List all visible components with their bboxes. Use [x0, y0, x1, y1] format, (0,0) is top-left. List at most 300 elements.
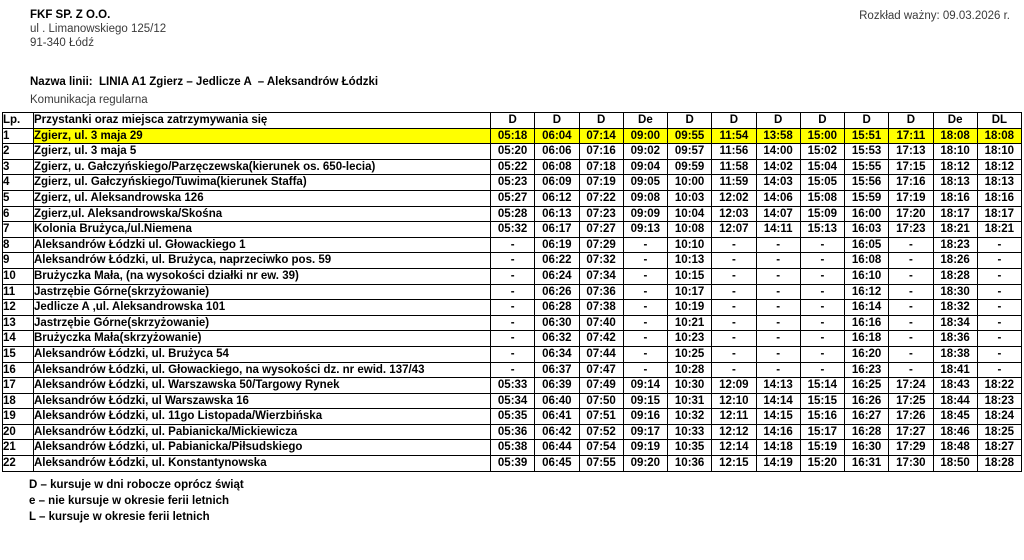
time-cell: 06:08 [535, 159, 579, 175]
time-cell: - [491, 237, 535, 253]
stop-name: Jedlicze A ,ul. Aleksandrowska 101 [34, 300, 491, 316]
time-cell: 15:53 [845, 144, 889, 160]
time-cell: 06:42 [535, 424, 579, 440]
column-header-d-1: D [491, 113, 535, 129]
time-cell: 06:40 [535, 393, 579, 409]
stop-name: Aleksandrów Łódzki, ul Warszawska 16 [34, 393, 491, 409]
time-cell: 18:24 [977, 409, 1021, 425]
column-header-de-11: De [933, 113, 977, 129]
time-cell: - [889, 315, 933, 331]
time-cell: 15:05 [800, 175, 844, 191]
time-cell: - [712, 284, 756, 300]
time-cell: 05:20 [491, 144, 535, 160]
time-cell: 16:14 [845, 300, 889, 316]
time-cell: 18:08 [977, 128, 1021, 144]
time-cell: - [491, 300, 535, 316]
column-header-d-5: D [668, 113, 712, 129]
stop-name: Brużyczka Mała, (na wysokości działki nr ew. 39) [34, 268, 491, 284]
time-cell: 06:22 [535, 253, 579, 269]
stop-name: Aleksandrów Łódzki, ul. Brużyca, naprzeciwko pos. 59 [34, 253, 491, 269]
line-name-title: Nazwa linii: LINIA A1 Zgierz – Jedlicze A – Aleksandrów Łódzki [30, 76, 379, 88]
time-cell: - [756, 331, 800, 347]
time-cell: 10:32 [668, 409, 712, 425]
time-cell: 16:05 [845, 237, 889, 253]
time-cell: 18:12 [977, 159, 1021, 175]
stop-row-11 [3, 284, 1022, 300]
time-cell: 15:09 [800, 206, 844, 222]
row-number: 13 [3, 315, 34, 331]
time-cell: 15:15 [800, 393, 844, 409]
stop-row-9 [3, 253, 1022, 269]
time-cell: 07:40 [579, 315, 623, 331]
time-cell: 18:32 [933, 300, 977, 316]
time-cell: - [889, 300, 933, 316]
time-cell: 05:22 [491, 159, 535, 175]
time-cell: 06:41 [535, 409, 579, 425]
time-cell: 15:55 [845, 159, 889, 175]
time-cell: 14:14 [756, 393, 800, 409]
time-cell: - [800, 315, 844, 331]
time-cell: 09:55 [668, 128, 712, 144]
time-cell: 06:34 [535, 346, 579, 362]
stop-row-22 [3, 456, 1022, 472]
stop-row-20 [3, 424, 1022, 440]
time-cell: 05:28 [491, 206, 535, 222]
time-cell: - [756, 268, 800, 284]
time-cell: 10:36 [668, 456, 712, 472]
row-number: 14 [3, 331, 34, 347]
time-cell: - [889, 331, 933, 347]
time-cell: 07:23 [579, 206, 623, 222]
time-cell: 09:14 [623, 378, 667, 394]
time-cell: - [491, 362, 535, 378]
time-cell: - [889, 346, 933, 362]
time-cell: 15:04 [800, 159, 844, 175]
time-cell: 18:34 [933, 315, 977, 331]
time-cell: 06:09 [535, 175, 579, 191]
time-cell: 09:09 [623, 206, 667, 222]
time-cell: 07:42 [579, 331, 623, 347]
time-cell: 09:00 [623, 128, 667, 144]
legend-block [29, 477, 244, 525]
time-cell: 14:15 [756, 409, 800, 425]
time-cell: 06:13 [535, 206, 579, 222]
stop-row-14 [3, 331, 1022, 347]
time-cell: - [623, 253, 667, 269]
time-cell: 05:33 [491, 378, 535, 394]
time-cell: 12:10 [712, 393, 756, 409]
stop-row-10 [3, 268, 1022, 284]
time-cell: 16:10 [845, 268, 889, 284]
column-header-dl-12: DL [977, 113, 1021, 129]
time-cell: - [756, 346, 800, 362]
time-cell: 17:24 [889, 378, 933, 394]
stop-name: Zgierz, ul. 3 maja 5 [34, 144, 491, 160]
time-cell: 10:25 [668, 346, 712, 362]
time-cell: 18:48 [933, 440, 977, 456]
time-cell: 18:38 [933, 346, 977, 362]
time-cell: 09:02 [623, 144, 667, 160]
stop-row-21 [3, 440, 1022, 456]
time-cell: 16:18 [845, 331, 889, 347]
time-cell: 14:02 [756, 159, 800, 175]
time-cell: 10:15 [668, 268, 712, 284]
time-cell: 11:58 [712, 159, 756, 175]
row-number: 18 [3, 393, 34, 409]
time-cell: 18:28 [933, 268, 977, 284]
time-cell: 07:44 [579, 346, 623, 362]
time-cell: 15:14 [800, 378, 844, 394]
stop-row-19 [3, 409, 1022, 425]
time-cell: 14:18 [756, 440, 800, 456]
time-cell: - [977, 346, 1021, 362]
time-cell: 17:16 [889, 175, 933, 191]
row-number: 2 [3, 144, 34, 160]
time-cell: - [889, 253, 933, 269]
stop-row-7 [3, 222, 1022, 238]
time-cell: 10:04 [668, 206, 712, 222]
time-cell: 15:51 [845, 128, 889, 144]
time-cell: 06:04 [535, 128, 579, 144]
time-cell: 06:24 [535, 268, 579, 284]
time-cell: 06:17 [535, 222, 579, 238]
time-cell: 05:38 [491, 440, 535, 456]
time-cell: - [491, 284, 535, 300]
time-cell: 14:03 [756, 175, 800, 191]
row-number: 16 [3, 362, 34, 378]
time-cell: 05:35 [491, 409, 535, 425]
row-number: 11 [3, 284, 34, 300]
legend-line-d: D – kursuje w dni robocze oprócz świąt [29, 479, 244, 491]
stop-row-13 [3, 315, 1022, 331]
time-cell: 16:12 [845, 284, 889, 300]
time-cell: 14:16 [756, 424, 800, 440]
time-cell: 17:15 [889, 159, 933, 175]
time-cell: 17:19 [889, 190, 933, 206]
legend-line-l: L – kursuje w okresie ferii letnich [29, 511, 210, 523]
time-cell: 07:49 [579, 378, 623, 394]
time-cell: 15:17 [800, 424, 844, 440]
stop-row-15 [3, 346, 1022, 362]
time-cell: - [491, 346, 535, 362]
time-cell: 05:18 [491, 128, 535, 144]
communication-type: Komunikacja regularna [30, 94, 148, 106]
time-cell: 18:17 [933, 206, 977, 222]
row-number: 3 [3, 159, 34, 175]
time-cell: 17:29 [889, 440, 933, 456]
row-number: 19 [3, 409, 34, 425]
time-cell: - [623, 284, 667, 300]
time-cell: - [889, 362, 933, 378]
stop-name: Jastrzębie Górne(skrzyżowanie) [34, 284, 491, 300]
time-cell: 05:36 [491, 424, 535, 440]
row-number: 17 [3, 378, 34, 394]
stop-name: Aleksandrów Łódzki, ul. Brużyca 54 [34, 346, 491, 362]
time-cell: 09:13 [623, 222, 667, 238]
time-cell: 14:07 [756, 206, 800, 222]
time-cell: 16:25 [845, 378, 889, 394]
time-cell: 18:10 [933, 144, 977, 160]
time-cell: 17:23 [889, 222, 933, 238]
time-cell: - [712, 300, 756, 316]
row-number: 8 [3, 237, 34, 253]
time-cell: 10:28 [668, 362, 712, 378]
time-cell: 06:39 [535, 378, 579, 394]
time-cell: 06:32 [535, 331, 579, 347]
time-cell: - [623, 237, 667, 253]
row-number: 21 [3, 440, 34, 456]
time-cell: - [800, 331, 844, 347]
time-cell: 12:09 [712, 378, 756, 394]
time-cell: - [623, 315, 667, 331]
time-cell: 07:47 [579, 362, 623, 378]
time-cell: 07:27 [579, 222, 623, 238]
time-cell: - [800, 346, 844, 362]
stop-row-12 [3, 300, 1022, 316]
time-cell: 17:26 [889, 409, 933, 425]
time-cell: - [756, 253, 800, 269]
time-cell: 10:03 [668, 190, 712, 206]
stop-name: Zgierz, ul. 3 maja 29 [34, 128, 491, 144]
time-cell: - [800, 268, 844, 284]
time-cell: 16:00 [845, 206, 889, 222]
time-cell: 16:26 [845, 393, 889, 409]
time-cell: 16:28 [845, 424, 889, 440]
time-cell: 07:34 [579, 268, 623, 284]
stop-name: Aleksandrów Łódzki, ul. Warszawska 50/Targowy Rynek [34, 378, 491, 394]
time-cell: - [977, 268, 1021, 284]
row-number: 15 [3, 346, 34, 362]
time-cell: 18:30 [933, 284, 977, 300]
time-cell: 10:19 [668, 300, 712, 316]
time-cell: 12:11 [712, 409, 756, 425]
time-cell: 18:36 [933, 331, 977, 347]
column-header-d-8: D [800, 113, 844, 129]
time-cell: - [977, 284, 1021, 300]
time-cell: 15:56 [845, 175, 889, 191]
time-cell: 18:23 [977, 393, 1021, 409]
time-cell: 14:00 [756, 144, 800, 160]
time-cell: 18:45 [933, 409, 977, 425]
time-cell: 09:05 [623, 175, 667, 191]
time-cell: - [623, 300, 667, 316]
stop-row-1 [3, 128, 1022, 144]
time-cell: - [756, 362, 800, 378]
time-cell: 07:29 [579, 237, 623, 253]
stop-name: Brużyczka Mała(skrzyżowanie) [34, 331, 491, 347]
stop-row-18 [3, 393, 1022, 409]
time-cell: 18:41 [933, 362, 977, 378]
row-number: 9 [3, 253, 34, 269]
time-cell: 12:02 [712, 190, 756, 206]
time-cell: 14:11 [756, 222, 800, 238]
time-cell: 18:50 [933, 456, 977, 472]
time-cell: 06:12 [535, 190, 579, 206]
time-cell: - [712, 237, 756, 253]
time-cell: - [712, 331, 756, 347]
time-cell: - [977, 362, 1021, 378]
time-cell: 06:06 [535, 144, 579, 160]
time-cell: 05:27 [491, 190, 535, 206]
time-cell: 16:23 [845, 362, 889, 378]
time-cell: 14:13 [756, 378, 800, 394]
time-cell: - [712, 268, 756, 284]
time-cell: 18:25 [977, 424, 1021, 440]
row-number: 7 [3, 222, 34, 238]
time-cell: - [800, 300, 844, 316]
column-header-d-3: D [579, 113, 623, 129]
time-cell: 07:32 [579, 253, 623, 269]
time-cell: 06:37 [535, 362, 579, 378]
time-cell: 10:31 [668, 393, 712, 409]
time-cell: 09:04 [623, 159, 667, 175]
time-cell: - [756, 315, 800, 331]
time-cell: - [491, 315, 535, 331]
time-cell: - [977, 237, 1021, 253]
time-cell: 18:12 [933, 159, 977, 175]
time-cell: 07:36 [579, 284, 623, 300]
time-cell: 18:27 [977, 440, 1021, 456]
time-cell: 06:45 [535, 456, 579, 472]
time-cell: 18:16 [933, 190, 977, 206]
stop-name: Aleksandrów Łódzki, ul. Pabianicka/Piłsudskiego [34, 440, 491, 456]
stop-name: Aleksandrów Łódzki, ul. Pabianicka/Mickiewicza [34, 424, 491, 440]
timetable [2, 112, 1022, 472]
time-cell: - [491, 268, 535, 284]
stop-row-4 [3, 175, 1022, 191]
stop-name: Zgierz, ul. Aleksandrowska 126 [34, 190, 491, 206]
time-cell: 09:59 [668, 159, 712, 175]
time-cell: 09:08 [623, 190, 667, 206]
time-cell: 14:19 [756, 456, 800, 472]
row-number: 1 [3, 128, 34, 144]
time-cell: 09:20 [623, 456, 667, 472]
time-cell: 10:13 [668, 253, 712, 269]
time-cell: - [623, 331, 667, 347]
time-cell: 12:15 [712, 456, 756, 472]
time-cell: 15:00 [800, 128, 844, 144]
time-cell: - [977, 300, 1021, 316]
company-address-city: 91-340 Łódź [30, 37, 94, 49]
time-cell: 07:14 [579, 128, 623, 144]
stop-name: Aleksandrów Łódzki, ul. Konstantynowska [34, 456, 491, 472]
time-cell: 07:18 [579, 159, 623, 175]
time-cell: 05:34 [491, 393, 535, 409]
time-cell: 18:28 [977, 456, 1021, 472]
company-address-street: ul . Limanowskiego 125/12 [30, 23, 167, 35]
time-cell: 07:22 [579, 190, 623, 206]
time-cell: 18:21 [933, 222, 977, 238]
time-cell: 10:33 [668, 424, 712, 440]
time-cell: 07:38 [579, 300, 623, 316]
stop-name: Zgierz, ul. Gałczyńskiego/Tuwima(kierunek Staffa) [34, 175, 491, 191]
time-cell: - [623, 268, 667, 284]
time-cell: 10:08 [668, 222, 712, 238]
time-cell: 16:03 [845, 222, 889, 238]
time-cell: 12:07 [712, 222, 756, 238]
time-cell: 12:14 [712, 440, 756, 456]
time-cell: 05:23 [491, 175, 535, 191]
time-cell: 17:27 [889, 424, 933, 440]
time-cell: - [491, 253, 535, 269]
time-cell: 09:16 [623, 409, 667, 425]
time-cell: - [800, 237, 844, 253]
time-cell: 07:16 [579, 144, 623, 160]
stop-row-16 [3, 362, 1022, 378]
stop-name: Aleksandrów Łódzki, ul. Głowackiego, na wysokości dz. nr ewid. 137/43 [34, 362, 491, 378]
time-cell: 07:51 [579, 409, 623, 425]
legend-line-e: e – nie kursuje w okresie ferii letnich [29, 495, 230, 507]
time-cell: - [491, 331, 535, 347]
time-cell: 18:43 [933, 378, 977, 394]
timetable-header-row [3, 113, 1022, 129]
time-cell: 15:19 [800, 440, 844, 456]
time-cell: - [800, 253, 844, 269]
row-number: 12 [3, 300, 34, 316]
time-cell: 09:19 [623, 440, 667, 456]
time-cell: - [977, 253, 1021, 269]
time-cell: - [756, 284, 800, 300]
time-cell: 18:22 [977, 378, 1021, 394]
time-cell: 05:32 [491, 222, 535, 238]
time-cell: 07:19 [579, 175, 623, 191]
time-cell: 16:08 [845, 253, 889, 269]
time-cell: 10:10 [668, 237, 712, 253]
stop-name: Aleksandrów Łódzki ul. Głowackiego 1 [34, 237, 491, 253]
time-cell: 15:13 [800, 222, 844, 238]
time-cell: - [712, 253, 756, 269]
time-cell: 18:44 [933, 393, 977, 409]
time-cell: 05:39 [491, 456, 535, 472]
time-cell: 06:28 [535, 300, 579, 316]
time-cell: 10:17 [668, 284, 712, 300]
time-cell: 07:54 [579, 440, 623, 456]
time-cell: 18:13 [977, 175, 1021, 191]
time-cell: 06:44 [535, 440, 579, 456]
time-cell: 16:30 [845, 440, 889, 456]
column-header-stops: Przystanki oraz miejsca zatrzymywania się [34, 113, 491, 129]
time-cell: - [712, 346, 756, 362]
time-cell: - [977, 331, 1021, 347]
time-cell: 18:46 [933, 424, 977, 440]
time-cell: 11:56 [712, 144, 756, 160]
time-cell: 18:26 [933, 253, 977, 269]
time-cell: 10:35 [668, 440, 712, 456]
time-cell: - [977, 315, 1021, 331]
row-number: 20 [3, 424, 34, 440]
stop-row-6 [3, 206, 1022, 222]
time-cell: - [889, 237, 933, 253]
time-cell: - [756, 237, 800, 253]
stop-row-3 [3, 159, 1022, 175]
stop-name: Zgierz, u. Gałczyńskiego/Parzęczewska(kierunek os. 650-lecia) [34, 159, 491, 175]
time-cell: 12:12 [712, 424, 756, 440]
time-cell: 16:31 [845, 456, 889, 472]
time-cell: - [800, 284, 844, 300]
time-cell: 16:16 [845, 315, 889, 331]
time-cell: 17:11 [889, 128, 933, 144]
column-header-d-6: D [712, 113, 756, 129]
time-cell: 17:30 [889, 456, 933, 472]
column-header-d-9: D [845, 113, 889, 129]
time-cell: 15:20 [800, 456, 844, 472]
time-cell: 06:30 [535, 315, 579, 331]
row-number: 22 [3, 456, 34, 472]
time-cell: 06:26 [535, 284, 579, 300]
time-cell: 18:10 [977, 144, 1021, 160]
column-header-de-4: De [623, 113, 667, 129]
row-number: 4 [3, 175, 34, 191]
